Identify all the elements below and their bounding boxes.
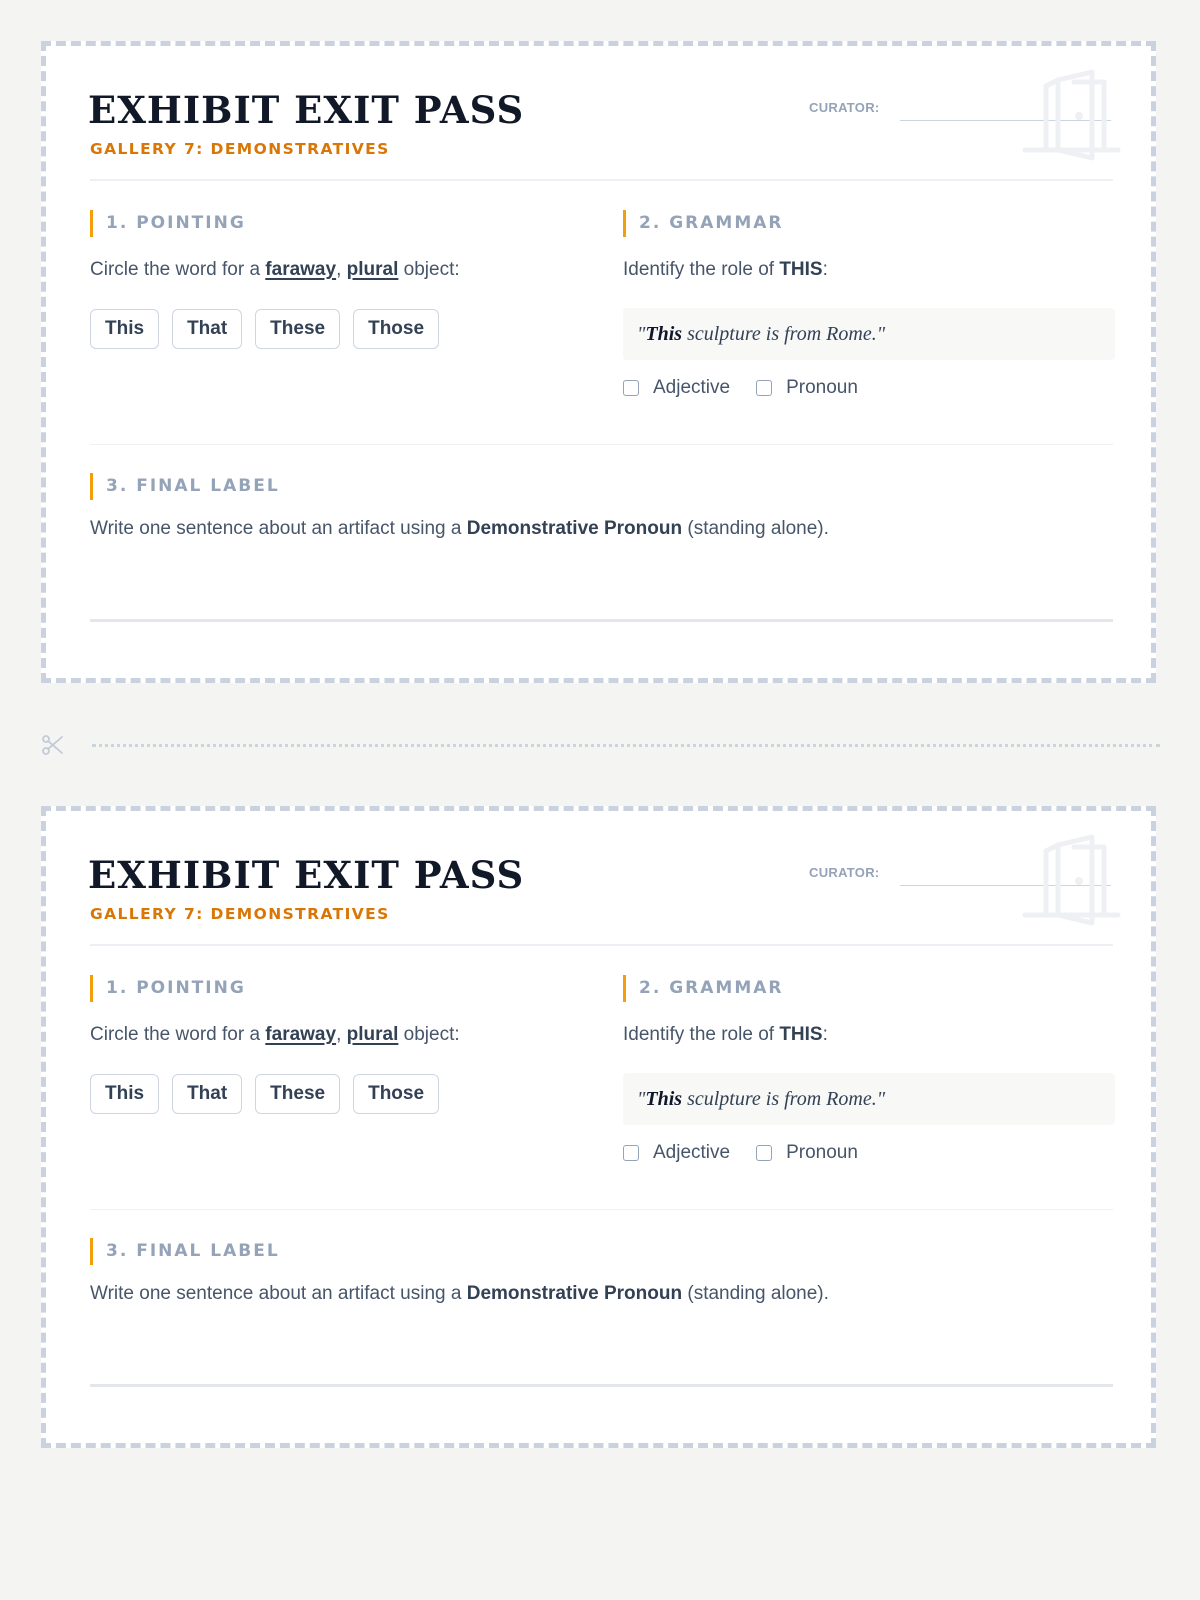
pass-title: EXHIBIT EXIT PASS	[88, 853, 525, 897]
section-heading-grammar: 2. GRAMMAR	[623, 975, 784, 1002]
keyword-plural: plural	[346, 259, 399, 280]
option-these[interactable]: These	[255, 1074, 340, 1114]
header-divider	[90, 944, 1113, 946]
grammar-prompt: Identify the role of THIS:	[623, 1024, 828, 1045]
checkbox-pronoun[interactable]: Pronoun	[756, 377, 858, 399]
exit-pass-card	[41, 41, 1156, 683]
pass-title: EXHIBIT EXIT PASS	[88, 88, 525, 132]
grammar-prompt: Identify the role of THIS:	[623, 259, 828, 280]
example-quote: "This sculpture is from Rome."	[623, 1073, 1115, 1125]
curator-label: CURATOR:	[809, 100, 880, 115]
cut-line-row	[40, 733, 1161, 757]
option-this[interactable]: This	[90, 309, 159, 349]
checkbox-adjective[interactable]: Adjective	[623, 377, 730, 399]
scissors-icon	[40, 733, 64, 757]
pointing-prompt: Circle the word for a faraway, plural object:	[90, 259, 460, 280]
section-heading-pointing: 1. POINTING	[90, 210, 246, 237]
checkbox-adjective[interactable]: Adjective	[623, 1142, 730, 1164]
door-icon	[1022, 833, 1122, 929]
section-heading-final-label: 3. FINAL LABEL	[90, 1238, 280, 1265]
section-heading-final-label: 3. FINAL LABEL	[90, 473, 280, 500]
keyword-faraway: faraway	[265, 259, 337, 280]
grammar-choices	[623, 377, 858, 399]
answer-writing-line[interactable]	[90, 1384, 1113, 1387]
section-heading-pointing: 1. POINTING	[90, 975, 246, 1002]
checkbox-box[interactable]	[623, 1145, 639, 1161]
checkbox-box[interactable]	[756, 1145, 772, 1161]
section-heading-grammar: 2. GRAMMAR	[623, 210, 784, 237]
final-label-prompt: Write one sentence about an artifact using a Demonstrative Pronoun (standing alone).	[90, 518, 829, 539]
pointing-prompt: Circle the word for a faraway, plural object:	[90, 1024, 460, 1045]
answer-writing-line[interactable]	[90, 619, 1113, 622]
exit-pass-card	[41, 806, 1156, 1448]
keyword-plural: plural	[346, 1024, 399, 1045]
option-these[interactable]: These	[255, 309, 340, 349]
keyword-faraway: faraway	[265, 1024, 337, 1045]
grammar-choices	[623, 1142, 858, 1164]
pass-subtitle: GALLERY 7: DEMONSTRATIVES	[90, 905, 390, 923]
option-those[interactable]: Those	[353, 309, 439, 349]
door-icon	[1022, 68, 1122, 164]
header-divider	[90, 179, 1113, 181]
checkbox-pronoun[interactable]: Pronoun	[756, 1142, 858, 1164]
section-divider	[90, 1209, 1113, 1210]
pointing-options	[90, 309, 439, 349]
section-divider	[90, 444, 1113, 445]
checkbox-box[interactable]	[756, 380, 772, 396]
option-this[interactable]: This	[90, 1074, 159, 1114]
pass-subtitle: GALLERY 7: DEMONSTRATIVES	[90, 140, 390, 158]
checkbox-box[interactable]	[623, 380, 639, 396]
curator-label: CURATOR:	[809, 865, 880, 880]
dotted-cut-line	[92, 744, 1160, 747]
option-that[interactable]: That	[172, 1074, 242, 1114]
option-those[interactable]: Those	[353, 1074, 439, 1114]
option-that[interactable]: That	[172, 309, 242, 349]
example-quote: "This sculpture is from Rome."	[623, 308, 1115, 360]
pointing-options	[90, 1074, 439, 1114]
final-label-prompt: Write one sentence about an artifact using a Demonstrative Pronoun (standing alone).	[90, 1283, 829, 1304]
